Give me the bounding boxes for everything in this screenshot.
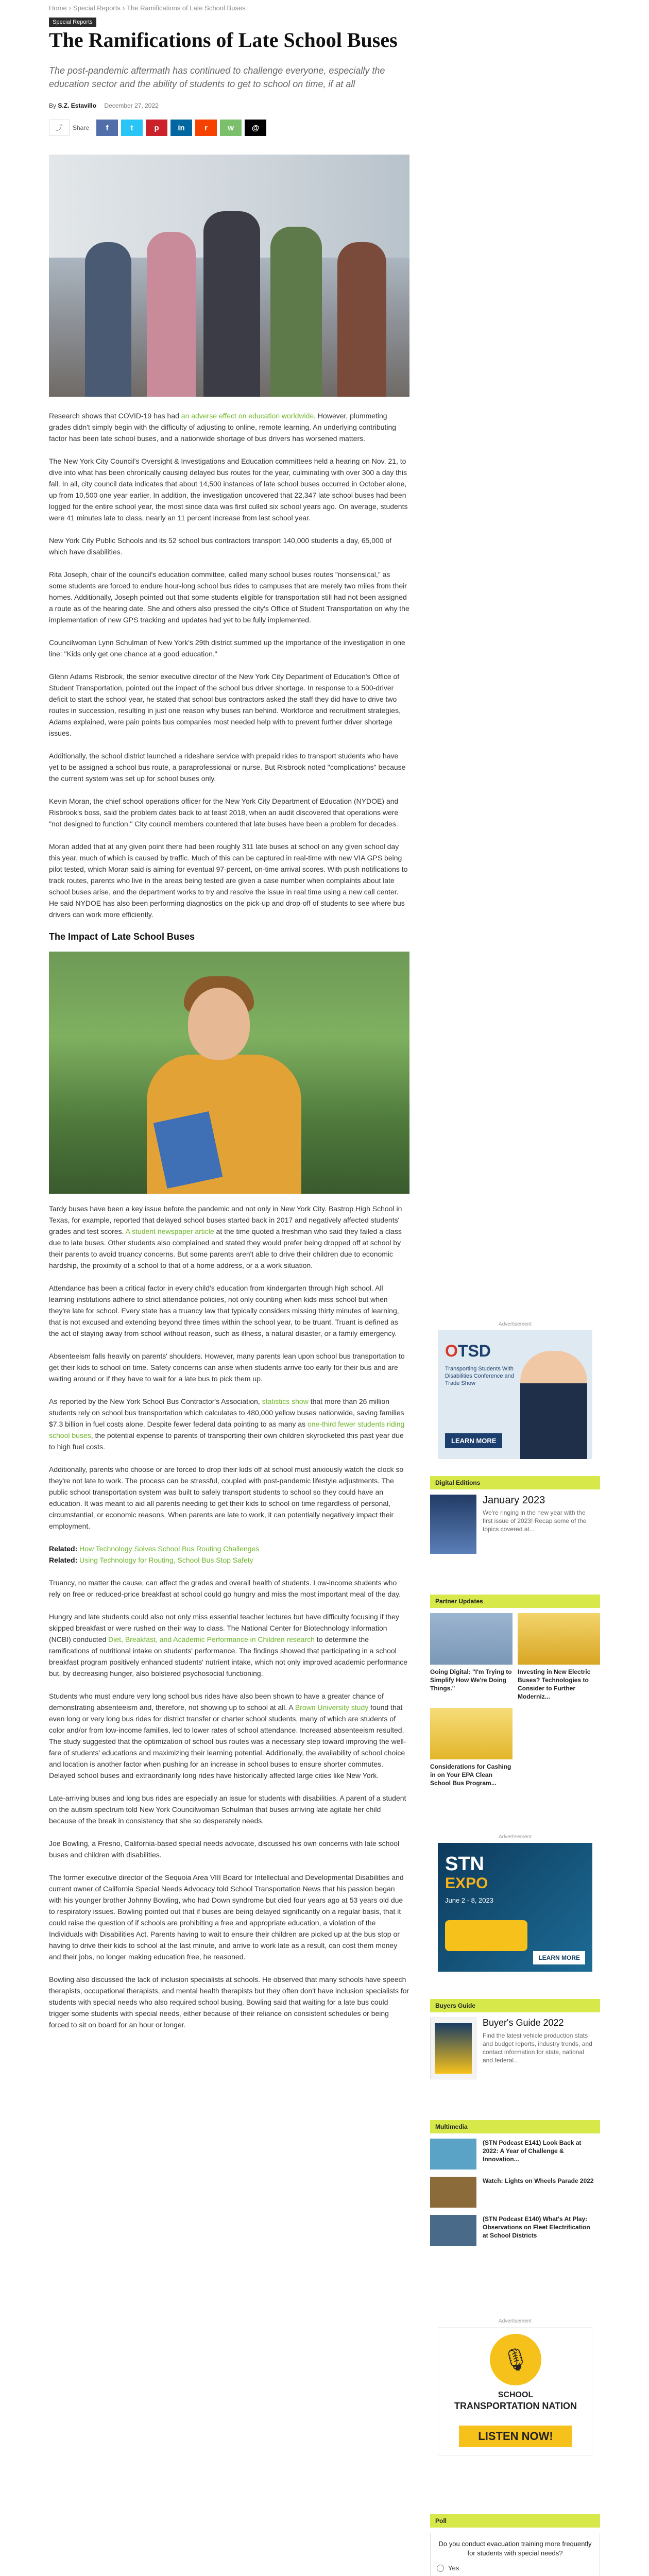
edition-title[interactable]: January 2023 [483, 1495, 545, 1506]
paragraph-20: The former executive director of the Sequoia Area VIII Board for Intellectual and Developmental Disabilities and current owner of California Special Needs Advocacy told School Transportation News that his passion began with his younger brother Johnny Bowling, who had Down syndrome but died four years ago at 53 years old due to respiratory issues. Bowling pointed out that if buses are being delayed significantly on a regular basis, that it could raise the question of if schools are prohibiting a free and appropriate education, a violation of the Individuals with Disabilities Act. Parents having to wait to ensure their children are picked up at the bus stop or having to drive their kids to school at the last minute, and arrive to work late as a result, can cost them money and their jobs, no longer making education free, he reasoned. [49, 1873, 404, 1961]
share-bar [49, 120, 266, 136]
share-label: Share [73, 124, 90, 131]
breadcrumb-current: The Ramifications of Late School Buses [127, 4, 246, 12]
buyers-guide-title[interactable]: Buyer's Guide 2022 [483, 2018, 564, 2028]
multimedia-title[interactable]: (STN Podcast E140) What's At Play: Observations on Fleet Electrification at School Districts [483, 2215, 590, 2239]
breadcrumb-section[interactable]: Special Reports [73, 4, 121, 12]
ncbi-link[interactable]: Diet, Breakfast, and Academic Performance in Children research [108, 1635, 315, 1643]
adverse-effect-link[interactable]: an adverse effect on education worldwide [181, 412, 314, 420]
digital-editions [430, 1476, 600, 1554]
partner-item[interactable] [430, 1613, 513, 1701]
listen-now-button[interactable]: LISTEN NOW! [459, 2426, 572, 2447]
tsd-tagline: Transporting Students With Disabilities Conference and Trade Show [445, 1366, 514, 1386]
poll-option-yes[interactable] [437, 2564, 593, 2572]
sidebar-ad-tsd [430, 1321, 600, 1459]
partner-updates [430, 1595, 600, 1787]
paragraph-7: Additionally, the school district launched a rideshare service with prepaid rides to transport students who have yet to be assigned a school bus route, a paraprofessional or nurse. But Risbrook noted "complications" because the current system was set up for school buses only. [49, 752, 406, 783]
buyers-guide-heading: Buyers Guide [430, 1999, 600, 2012]
buyers-guide [430, 1999, 600, 2079]
email-share-button[interactable]: @ [245, 120, 266, 136]
paragraph-16: Hungry and late students could also not only miss essential teacher lectures but have difficulty focusing if they skipped breakfast or were rushed on their way to class. The National Center for Biotechnology Information (NCBI) conducted Diet, Breakfast, and Academic Performance in Children research to determine the ramifications of nutritional intake on students' performance. The findings showed that participating in a school breakfast program positively enhanced students' nutrient intake, which not only improved academic performance but, by decreasing hunger, also bolstered psychosocial functioning. [49, 1613, 408, 1677]
multimedia-item[interactable] [430, 2215, 600, 2246]
multimedia-heading: Multimedia [430, 2120, 600, 2133]
author-link[interactable]: S.Z. Estavillo [58, 102, 97, 109]
paragraph-11: Attendance has been a critical factor in every child's education from kindergarten through high school. All learning institutions adhere to strict attendance policies, not only counting when kids miss school but when they're late for school. Every state has a truancy law that typically considers missing thirty minutes of learning, that is not excused and extending beyond three times within the school year, to be truant. Truant is defined as the act of staying away from school without reason, such as illness, a natural disaster, or a family emergency. [49, 1284, 399, 1337]
ad-label: Advertisement [499, 2318, 532, 2324]
paragraph-5: Councilwoman Lynn Schulman of New York's 29th district summed up the importance of the investigation in one line: "Kids only get one chance at a good education." [49, 638, 405, 658]
sidebar-ad-podcast [430, 2318, 600, 2456]
paragraph-6: Glenn Adams Risbrook, the senior executive director of the New York City Department of Education's Office of Student Transportation, pointed out the impact of the school bus driver shortage. In response to a 500-driver deficit to start the school year, he stated that school bus contractors asked the staff they did have to drive two routes in succession, resulting in just one reason why buses ran behind. Workforce and recruitment strategies, Adams explained, were pain points bus companies most needed help with to prevent further driver shortage issues. [49, 672, 401, 737]
microphone-icon: 🎙 [490, 2334, 541, 2385]
hero-image [49, 155, 409, 397]
multimedia-item[interactable] [430, 2139, 600, 2170]
partner-thumb [430, 1613, 513, 1665]
paragraph-19: Joe Bowling, a Fresno, California-based special needs advocate, discussed his own concerns with late school buses and children with disabilities. [49, 1839, 400, 1859]
reddit-share-button[interactable]: r [195, 120, 217, 136]
buyers-guide-desc: Find the latest vehicle production stats and budget reports, industry trends, and contact information for state, national and federal... [483, 2032, 592, 2064]
one-third-link[interactable]: one-third fewer students riding school buses [49, 1420, 405, 1439]
partner-item[interactable] [518, 1613, 600, 1701]
breadcrumb-home[interactable]: Home [49, 4, 67, 12]
poll-question: Do you conduct evacuation training more frequently for students with special needs? [438, 2540, 592, 2557]
paragraph-8: Kevin Moran, the chief school operations officer for the New York City Department of Education (NYDOE) and Risbrook's boss, said the problem dates back to at least 2018, when an audit discovered that operations were "not designed to function." City council members countered that late buses have been a problem for decades. [49, 797, 399, 828]
paragraph-1: Research shows that COVID-19 has had an adverse effect on education worldwide. However, plummeting grades didn't simply begin with the difficulty of adjusting to online, remote learning. An underlying contributing factor has been late school buses, and a nationwide shortage of bus drivers has worsened matters. [49, 412, 397, 443]
whatsapp-share-button[interactable]: w [220, 120, 242, 136]
multimedia-item[interactable] [430, 2177, 600, 2208]
paragraph-15: Truancy, no matter the cause, can affect the grades and overall health of students. Low-income students who rely on free or reduced-price breakfast at school could go hungry and miss the most important meal of the day. [49, 1579, 401, 1598]
related-link-1[interactable]: How Technology Solves School Bus Routing Challenges [79, 1545, 260, 1553]
byline [49, 102, 159, 109]
digital-edition-item[interactable] [430, 1495, 600, 1554]
linkedin-share-button[interactable]: in [170, 120, 192, 136]
page-title: The Ramifications of Late School Buses [49, 28, 398, 52]
multimedia-title[interactable]: (STN Podcast E141) Look Back at 2022: A Year of Challenge & Innovation... [483, 2139, 582, 2163]
partner-title[interactable]: Investing in New Electric Buses? Technologies to Consider to Further Moderniz... [518, 1668, 591, 1700]
partner-updates-heading: Partner Updates [430, 1595, 600, 1608]
article-body [49, 410, 409, 2042]
student-photo [49, 952, 409, 1194]
podcast-ad-banner[interactable] [438, 2327, 592, 2456]
podcast-title-line1: SCHOOL [498, 2391, 534, 2399]
byline-by: By [49, 102, 57, 109]
ad-label: Advertisement [499, 1321, 532, 1327]
partner-title[interactable]: Going Digital: "I'm Trying to Simplify How We're Doing Things." [430, 1668, 512, 1692]
share-icon[interactable]: ⤴ [49, 120, 70, 136]
publish-date: December 27, 2022 [104, 102, 159, 109]
stn-logo: STN [445, 1853, 484, 1875]
brown-study-link[interactable]: Brown University study [295, 1703, 369, 1711]
edition-cover [430, 1495, 476, 1554]
tsd-ad-banner[interactable] [438, 1330, 592, 1459]
expo-dates: June 2 - 8, 2023 [445, 1896, 493, 1904]
related-link-2[interactable]: Using Technology for Routing, School Bus Stop Safety [79, 1556, 253, 1564]
expo-logo: EXPO [445, 1875, 488, 1892]
related-item: Related: Using Technology for Routing, School Bus Stop Safety [49, 1556, 253, 1564]
radio-button[interactable] [437, 2565, 444, 2572]
paragraph-2: The New York City Council's Oversight & Investigations and Education committees held a hearing on Nov. 21, to dive into what has been chronically causing delayed bus routes for the year, culminating with over 300 a day this fall. In all, city council data indicates that about 14,500 instances of late school buses occurred in October alone, up from 10,500 one year earlier. In addition, the investigation uncovered that 22,347 late school buses had been logged for the entire school year, the most since data was first culled six school years ago. On average, students were 41 minutes late to class, nearly an 11 percent increase from last school year. [49, 457, 408, 522]
speaker-image [520, 1351, 587, 1459]
pinterest-share-button[interactable]: p [146, 120, 167, 136]
partner-thumb [518, 1613, 600, 1665]
podcast-title-line2: TRANSPORTATION NATION [454, 2401, 577, 2411]
paragraph-9: Moran added that at any given point there had been roughly 311 late buses at school on any given school day this year, much of which is caused by traffic. Much of this can be captured in real-time with new VIA GPS being pilot tested, which Moran said is aiming for eventual 97-percent, on-time arrival scores. With push notifications to track routes, parents who live in the areas being tested are given a case number when complaints about late school buses arise, and the department works to try and resolve the issue in real time using a new call center. He said NYDOE has also been performing diagnostics on the pick-up and drop-off of students to see where bus drivers can work more efficiently. [49, 842, 408, 919]
category-badge[interactable]: Special Reports [49, 18, 96, 27]
section-heading: The Impact of Late School Buses [49, 931, 195, 942]
edition-desc: We're ringing in the new year with the first issue of 2023! Recap some of the topics covered at... [483, 1509, 587, 1533]
paragraph-12: Absenteeism falls heavily on parents' shoulders. However, many parents lean upon school bus transportation to get their kids to school on time. Safety concerns can arise when students arrive too early for their bus and are waiting around or if they have to wait for a late bus to pick them up. [49, 1352, 405, 1383]
student-newspaper-link[interactable]: A student newspaper article [125, 1227, 214, 1235]
poll-option-label: Yes [448, 2564, 459, 2572]
tsd-logo: OTSD [445, 1342, 491, 1360]
sidebar-ad-stn [430, 1834, 600, 1972]
paragraph-10: Tardy buses have been a key issue before the pandemic and not only in New York City. Bastrop High School in Texas, for example, reported that delayed school buses started back in 2017 and negatively affected students' grades and test scores. A student newspaper article at the time quoted a freshman who said they failed a class due to late buses. Other students also complained and stated they would prefer being dropped off at school by their parents to avoid truancy concerns. But some parents aren't able to drive their children due to economic hardship, the proximity of a school to that of a home address, or a a work situation. [49, 1205, 402, 1269]
twitter-share-button[interactable]: t [121, 120, 143, 136]
tsd-learn-more-button[interactable]: LEARN MORE [445, 1433, 502, 1448]
poll [430, 2514, 600, 2576]
buyers-guide-item[interactable] [430, 2018, 600, 2079]
poll-heading: Poll [430, 2514, 600, 2528]
breadcrumb: Home › Special Reports › The Ramifications of Late School Buses [49, 4, 246, 12]
buyers-guide-cover [430, 2018, 476, 2079]
paragraph-3: New York City Public Schools and its 52 school bus contractors transport 140,000 students a day, 65,000 of which have disabilities. [49, 536, 392, 556]
facebook-share-button[interactable]: f [96, 120, 118, 136]
stn-expo-ad-banner[interactable] [438, 1843, 592, 1972]
paragraph-21: Bowling also discussed the lack of inclusion specialists at schools. He observed that many schools have speech therapists, occupational therapists, and mental health therapists but they often don't have inclusion specialists for students with special needs who also required school busing. Bowling said that waiting for a late bus could trigger some students with special needs, either because of their reliance on consistent schedules or being forced to sit on board for an hour or longer. [49, 1975, 409, 2029]
multimedia [430, 2120, 600, 2253]
bus-icon [445, 1920, 527, 1951]
paragraph-14: Additionally, parents who choose or are forced to drop their kids off at school must anxiously watch the clock so they're not late to work. The process can be stressful, coupled with post-pandemic lifestyle adjustments. The public school transportation system was built to safely transport students to school so they could have an education. It was meant to aid all parents needing to get their kids to school on time regardless of personal, circumstantial, or economic reasons. When parents are late to work, it can potentially negatively impact their employment. [49, 1465, 404, 1530]
statistics-link[interactable]: statistics show [262, 1397, 309, 1405]
related-item: Related: How Technology Solves School Bus Routing Challenges [49, 1545, 260, 1553]
ad-label: Advertisement [499, 1834, 532, 1840]
digital-editions-heading: Digital Editions [430, 1476, 600, 1489]
partner-thumb [430, 1708, 513, 1759]
stn-learn-more-button[interactable]: LEARN MORE [533, 1951, 585, 1964]
paragraph-4: Rita Joseph, chair of the council's education committee, called many school buses routes "nonsensical," as some students are forced to endure hour-long school bus rides to campuses that are merely two miles from their homes. Additionally, Joseph pointed out that some students eligible for transportation still had not been assigned a route as of the hearing date. She and others also pressed the city's Office of Student Transportation on why the implementation of new GPS tracking and updates had yet to be fully implemented. [49, 570, 409, 624]
multimedia-thumb [430, 2177, 476, 2208]
paragraph-13: As reported by the New York School Bus Contractor's Association, statistics show that more than 26 million students rely on school bus transportation which calculates to 480,000 yellow buses nationwide, saving families $7.3 billion in fuel costs alone. Despite fewer federal data pointing to as many as one-third fewer students riding school buses, the potential expense to parents of transporting their own children skyrocketed this past year due to high fuel costs. [49, 1397, 405, 1451]
related-links [49, 1543, 409, 1566]
paragraph-18: Late-arriving buses and long bus rides are especially an issue for students with disabilities. A parent of a student on the autism spectrum told New York Councilwoman Schulman that buses arriving late agitate her child because of the break in consistency that she so desperately needs. [49, 1794, 406, 1825]
multimedia-thumb [430, 2215, 476, 2246]
poll-box [430, 2533, 600, 2576]
partner-title[interactable]: Considerations for Cashing in on Your EPA Clean School Bus Program... [430, 1763, 511, 1787]
partner-item[interactable] [430, 1708, 513, 1787]
multimedia-title[interactable]: Watch: Lights on Wheels Parade 2022 [483, 2177, 594, 2184]
paragraph-17: Students who must endure very long school bus rides have also been shown to have a greater chance of demonstrating absenteeism and, therefore, not showing up to school at all. A Brown University study found that even long or very long bus rides for district transfer or charter school students, many of which are students of color and/or from low-income families, led to lower rates of school attendance. Increased absenteeism resulted. The study suggested that the optimization of school bus routes was a necessary step toward improving the well-fare of students' educations and maximizing their learning potential. Additionally, the availability of school choice and location is another factor when pushing for an increase in school buses to ensure shorter commutes. Delayed school buses and extraordinarily long rides have historically affected large cities like New York. [49, 1692, 406, 1780]
article-subtitle: The post-pandemic aftermath has continued to challenge everyone, especially the education sector and the ability of students to get to school on time, if at all [49, 65, 385, 89]
multimedia-thumb [430, 2139, 476, 2170]
